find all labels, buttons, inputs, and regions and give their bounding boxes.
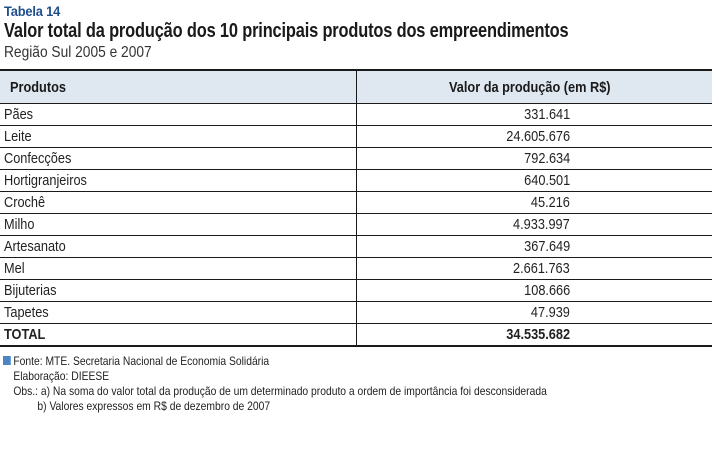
column-header-value: Valor da produção (em R$) (357, 70, 713, 104)
production-value-cell: 108.666 (357, 280, 713, 302)
table-row (0, 236, 712, 258)
column-header-products: Produtos (0, 70, 357, 104)
production-value-cell: 47.939 (357, 302, 713, 324)
source-note (3, 354, 547, 369)
table-row (0, 258, 712, 280)
table-notes (3, 354, 635, 414)
product-name-cell: Confecções (0, 148, 357, 170)
product-name-cell: Bijuterias (0, 280, 357, 302)
table-row (0, 192, 712, 214)
product-name-cell: Pães (0, 104, 357, 126)
table-row (0, 170, 712, 192)
total-value-cell: 34.535.682 (357, 324, 713, 347)
source-marker-icon (3, 356, 11, 365)
production-value-cell: 2.661.763 (357, 258, 713, 280)
product-name-cell: Artesanato (0, 236, 357, 258)
observation-note-b: b) Valores expressos em R$ de dezembro de 2007 (37, 399, 271, 413)
product-name-cell: Leite (0, 126, 357, 148)
product-name-cell: Crochê (0, 192, 357, 214)
page-title: Valor total da produção dos 10 principais produtos dos empreendimentos (4, 20, 569, 42)
total-label-cell: TOTAL (0, 324, 357, 347)
table-row (0, 280, 712, 302)
production-value-cell: 24.605.676 (357, 126, 713, 148)
product-name-cell: Milho (0, 214, 357, 236)
table-row (0, 126, 712, 148)
production-value-cell: 331.641 (357, 104, 713, 126)
source-text: Fonte: MTE. Secretaria Nacional de Economia Solidária (13, 354, 270, 368)
table-row (0, 214, 712, 236)
production-table (0, 69, 712, 347)
table-row (0, 302, 712, 324)
product-name-cell: Tapetes (0, 302, 357, 324)
table-total-row (0, 324, 712, 347)
product-name-cell: Mel (0, 258, 357, 280)
page-subtitle: Região Sul 2005 e 2007 (4, 44, 152, 61)
production-value-cell: 4.933.997 (357, 214, 713, 236)
production-value-cell: 792.634 (357, 148, 713, 170)
observation-note-a: Obs.: a) Na soma do valor total da produção de um determinado produto a ordem de importância foi desconsiderada (13, 384, 547, 398)
product-name-cell: Hortigranjeiros (0, 170, 357, 192)
elaboration-note: Elaboração: DIEESE (13, 369, 110, 383)
production-value-cell: 45.216 (357, 192, 713, 214)
table-header-row (0, 70, 712, 104)
production-value-cell: 640.501 (357, 170, 713, 192)
production-value-cell: 367.649 (357, 236, 713, 258)
table-number-label: Tabela 14 (4, 3, 61, 19)
table-row (0, 148, 712, 170)
table-row (0, 104, 712, 126)
